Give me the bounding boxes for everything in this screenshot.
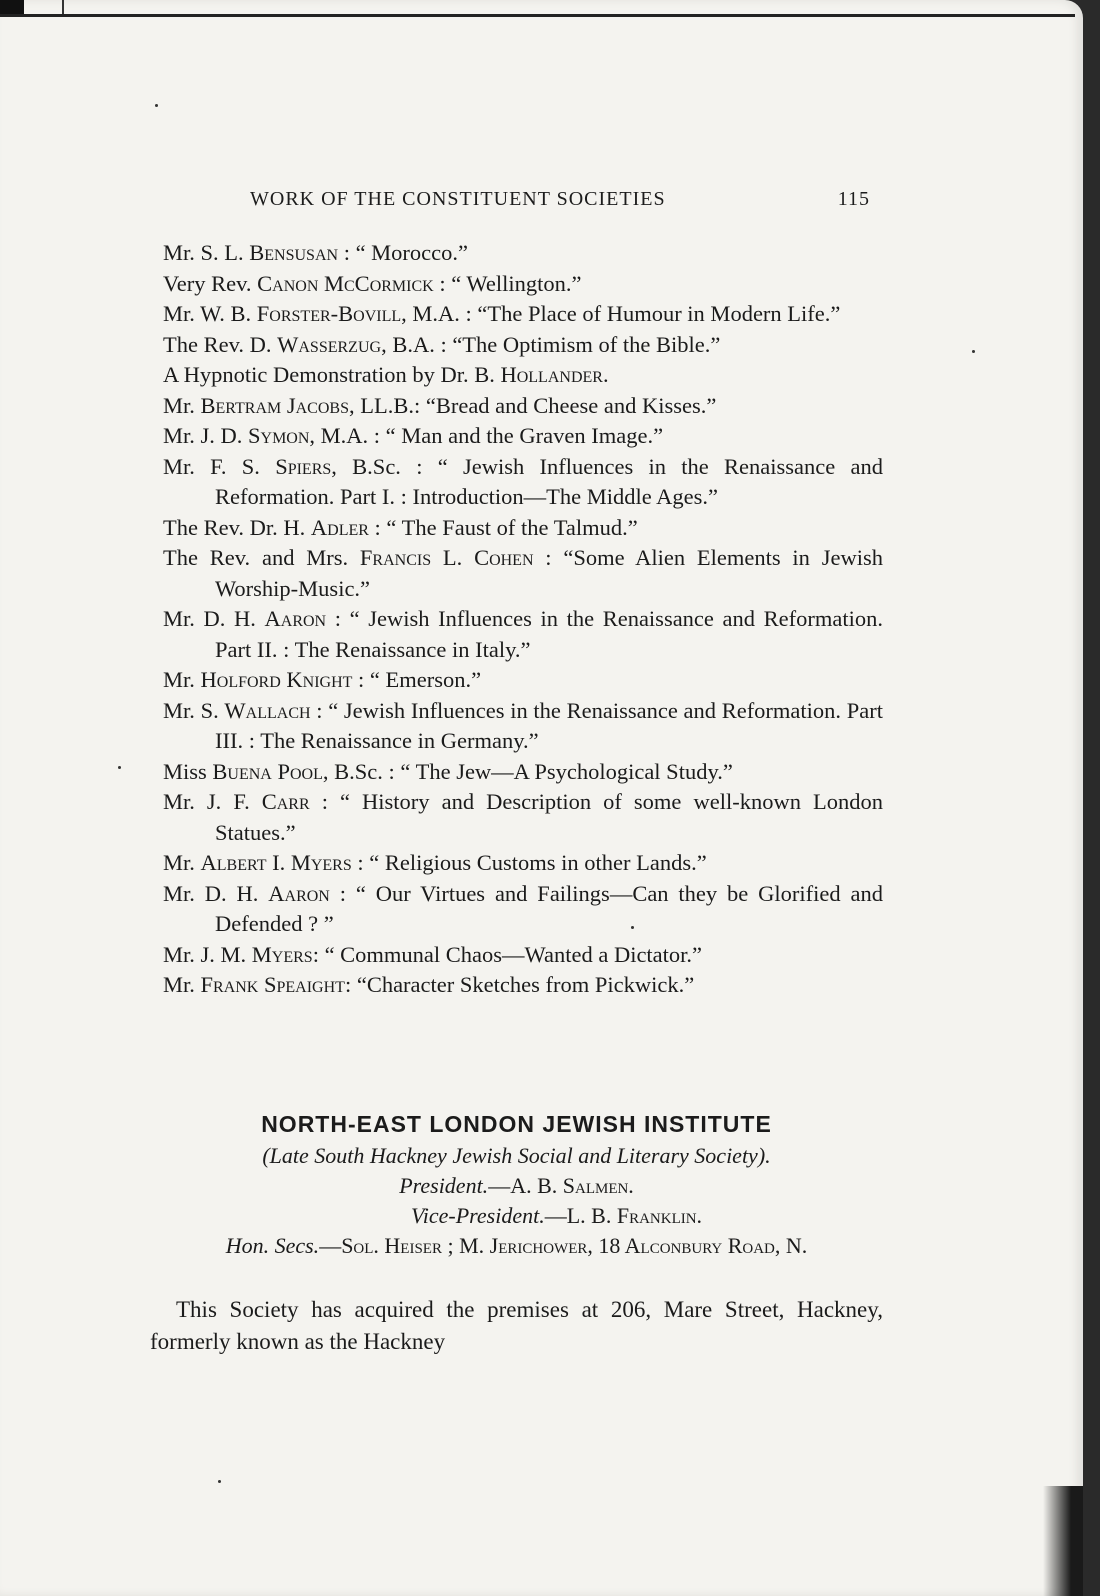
lecture-title: , B.A. : “The Optimism of the Bible.” <box>381 331 721 357</box>
lecture-entry <box>163 543 883 604</box>
entry-prefix: Mr. <box>163 850 201 875</box>
lecture-list <box>163 238 883 1001</box>
lecture-entry <box>163 391 883 422</box>
lecturer-name: Hollander <box>500 362 603 387</box>
lecture-title: , M.A. : “The Place of Humour in Modern Life.” <box>401 301 841 326</box>
lecture-title: , LL.B.: “Bread and Cheese and Kisses.” <box>348 392 717 418</box>
institute-subtitle: (Late South Hackney Jewish Social and Literary Society). <box>262 1143 771 1168</box>
lecturer-name: Adler <box>310 514 369 540</box>
lecture-title: : “ Wellington.” <box>433 270 582 296</box>
entry-prefix: Mr. D. H. <box>163 880 269 906</box>
entry-prefix: Miss <box>163 758 213 784</box>
lecturer-name: Holford Knight <box>200 667 353 692</box>
lecture-entry <box>163 238 883 269</box>
running-title: WORK OF THE CONSTITUENT SOCIETIES <box>250 188 666 210</box>
body-paragraph: This Society has acquired the premises at 206, Mare Street, Hackney, formerly known as the Hackney <box>150 1297 883 1354</box>
lecture-entry <box>163 757 883 788</box>
lecture-entry <box>163 787 883 848</box>
secretaries-value: —Sol. Heiser ; M. Jerichower, 18 Alconbury Road, N. <box>319 1233 808 1258</box>
lecture-title: : “ Religious Customs in other Lands.” <box>351 850 707 875</box>
paper-speck <box>118 766 121 769</box>
lecturer-name: Myers <box>251 941 313 967</box>
entry-prefix: Mr. W. B. <box>163 301 257 326</box>
lecture-entry <box>163 513 883 544</box>
lecturer-name: Spiers <box>275 453 332 479</box>
lecture-title: : “ The Faust of the Talmud.” <box>368 514 638 540</box>
paper-speck <box>972 350 975 353</box>
lecturer-name: Carr <box>261 789 310 814</box>
lecture-entry <box>163 940 883 971</box>
president-value: —A. B. Salmen. <box>488 1173 634 1198</box>
lecture-title: : “ Jewish Influences in the Renaissance and Reformation. Part II. : The Renaissance in Italy.” <box>215 606 883 662</box>
entry-prefix: Mr. D. H. <box>163 606 265 631</box>
lecturer-name: Forster-Bovill <box>256 301 402 326</box>
secretaries-label: Hon. Secs. <box>225 1233 320 1258</box>
institute-secretaries <box>150 1231 883 1261</box>
lecture-entry <box>163 421 883 452</box>
page-number: 115 <box>837 188 870 210</box>
entry-prefix: The Rev. and Mrs. <box>163 545 360 570</box>
lecture-entry <box>163 665 883 696</box>
institute-president <box>150 1171 883 1201</box>
lecture-title: : “ Our Virtues and Failings—Can they be Glorified and Defended ? ” <box>215 880 883 936</box>
lecture-title: . <box>602 362 609 387</box>
lecturer-name: Canon McCormick <box>257 270 434 296</box>
lecturer-name: Wasserzug <box>277 331 382 357</box>
institute-vice-president <box>150 1201 883 1231</box>
top-edge-rule <box>0 14 1075 17</box>
lecture-entry <box>163 299 883 330</box>
lecture-entry <box>163 696 883 757</box>
entry-prefix: Mr. F. S. <box>163 453 276 479</box>
lecture-title: : “Some Alien Elements in Jewish Worship-Music.” <box>215 545 883 601</box>
lecturer-name: Wallach <box>224 697 311 723</box>
lecture-title: : “ Emerson.” <box>352 667 482 692</box>
entry-prefix: Mr. J. M. <box>163 941 252 967</box>
vice-president-value: —L. B. Franklin. <box>544 1203 703 1228</box>
president-label: President. <box>399 1173 489 1198</box>
lecture-entry <box>163 269 883 300</box>
lecture-title: : “ Communal Chaos—Wanted a Dictator.” <box>312 941 703 967</box>
entry-prefix: Very Rev. <box>163 270 258 296</box>
lecturer-name: Aaron <box>268 880 330 906</box>
lecture-entry <box>163 879 883 940</box>
entry-prefix: A Hypnotic Demonstration by Dr. B. <box>163 362 501 387</box>
top-edge-mark <box>0 0 24 14</box>
lecture-entry <box>163 604 883 665</box>
lecture-entry <box>163 452 883 513</box>
entry-prefix: Mr. <box>163 667 201 692</box>
entry-prefix: Mr. <box>163 972 201 997</box>
lecturer-name: Symon <box>248 423 310 448</box>
vice-president-label: Vice-President. <box>410 1203 545 1228</box>
entry-prefix: Mr. J. D. <box>163 423 249 448</box>
lecture-entry <box>163 330 883 361</box>
entry-prefix: The Rev. D. <box>163 331 278 357</box>
paper-speck <box>218 1480 221 1483</box>
running-head <box>250 188 870 216</box>
lecture-title: : “ History and Description of some well-known London Statues.” <box>215 789 883 845</box>
lecturer-name: Bensusan <box>249 240 339 265</box>
lecturer-name: Albert I. Myers <box>200 850 352 875</box>
lecturer-name: Frank Speaight <box>200 972 345 997</box>
lecture-title: , B.Sc. : “ Jewish Influences in the Renaissance and Reformation. Part I. : Introduction—The Middle Ages.” <box>215 453 883 509</box>
lecture-title: , M.A. : “ Man and the Graven Image.” <box>309 423 664 448</box>
entry-prefix: Mr. J. F. <box>163 789 262 814</box>
lecture-entry <box>163 848 883 879</box>
lecture-entry <box>163 970 883 1001</box>
lecture-entry <box>163 360 883 391</box>
entry-prefix: Mr. S. <box>163 697 225 723</box>
entry-prefix: The Rev. Dr. H. <box>163 514 311 540</box>
lecture-title: , B.Sc. : “ The Jew—A Psychological Study.” <box>322 758 733 784</box>
lecture-title: : “ Jewish Influences in the Renaissance and Reformation. Part III. : The Renaissance in Germany.” <box>215 697 883 753</box>
lecture-title: : “ Morocco.” <box>338 240 469 265</box>
entry-prefix: Mr. S. L. <box>163 240 250 265</box>
entry-prefix: Mr. <box>163 392 201 418</box>
institute-section <box>150 1108 883 1261</box>
lecturer-name: Buena Pool <box>212 758 323 784</box>
institute-title: NORTH-EAST LONDON JEWISH INSTITUTE <box>261 1111 772 1137</box>
lecturer-name: Bertram Jacobs <box>200 392 349 418</box>
lecturer-name: Aaron <box>264 606 327 631</box>
lecture-title: : “Character Sketches from Pickwick.” <box>344 972 695 997</box>
paper-speck <box>155 104 158 107</box>
lecturer-name: Francis L. Cohen <box>359 545 534 570</box>
page-edge-shadow <box>1043 1486 1083 1596</box>
